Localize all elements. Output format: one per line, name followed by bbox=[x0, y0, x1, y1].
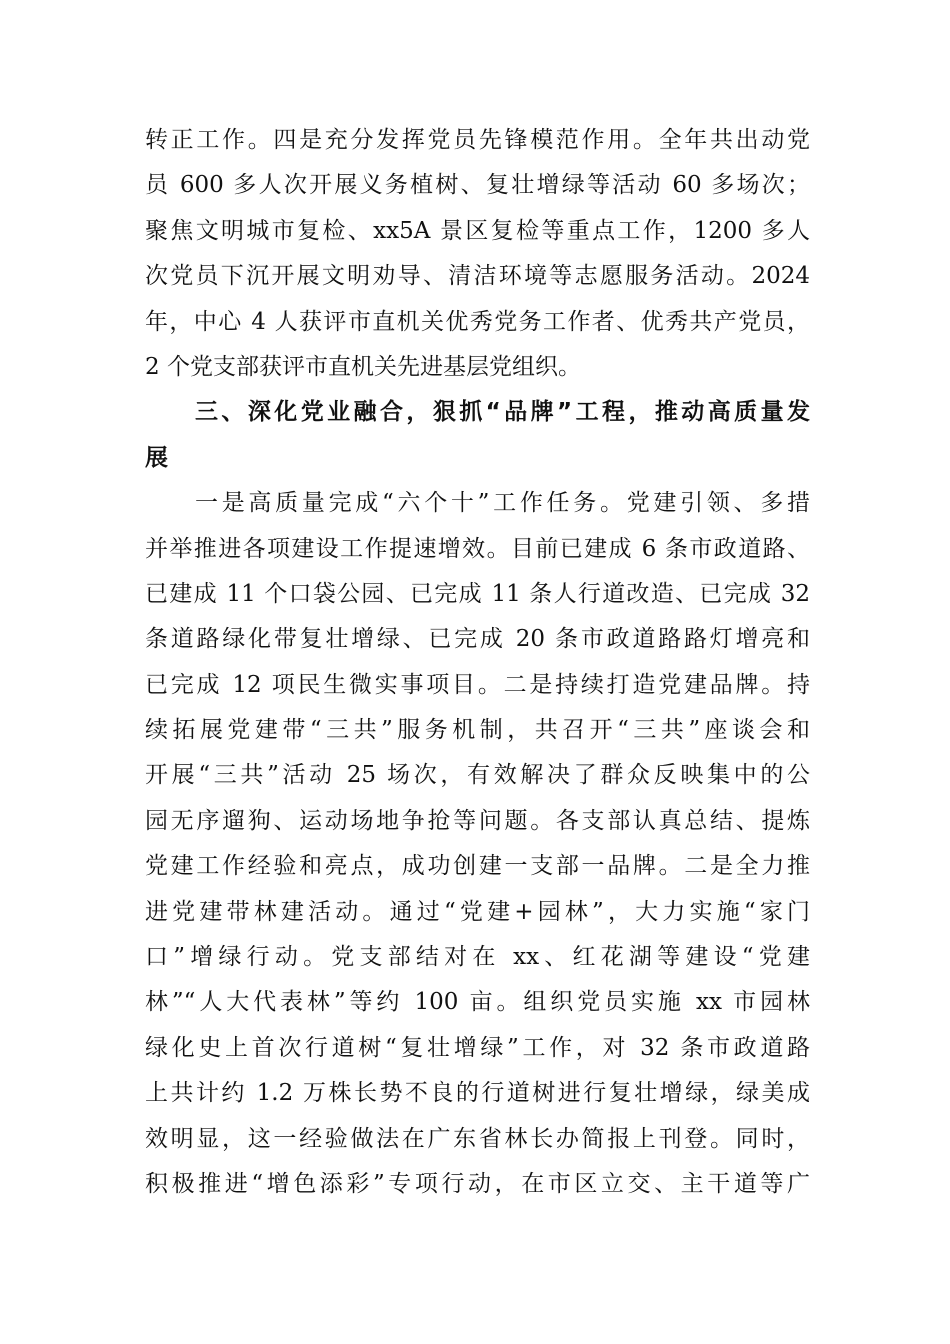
text-line: 党建工作经验和亮点，成功创建一支部一品牌。二是全力推 bbox=[145, 853, 810, 880]
text-line: 次党员下沉开展文明劝导、清洁环境等志愿服务活动。2024 bbox=[145, 263, 810, 290]
text-line: 一是高质量完成“六个十”工作任务。党建引领、多措 bbox=[195, 490, 810, 517]
text-line: 已建成 11 个口袋公园、已完成 11 条人行道改造、已完成 32 bbox=[145, 580, 810, 607]
text-line: 2 个党支部获评市直机关先进基层党组织。 bbox=[145, 353, 581, 380]
heading-line: 三、深化党业融合，狠抓“品牌”工程，推动高质量发 bbox=[195, 399, 810, 426]
text-line: 年，中心 4 人获评市直机关优秀党务工作者、优秀共产党员， bbox=[145, 308, 810, 335]
text-line: 已完成 12 项民生微实事项目。二是持续打造党建品牌。持 bbox=[145, 671, 810, 698]
text-line: 口”增绿行动。党支部结对在 xx、红花湖等建设“党建 bbox=[145, 944, 810, 971]
text-line: 进党建带林建活动。通过“党建+园林”，大力实施“家门 bbox=[145, 898, 810, 925]
text-line: 上共计约 1.2 万株长势不良的行道树进行复壮增绿，绿美成 bbox=[145, 1080, 810, 1107]
text-line: 续拓展党建带“三共”服务机制，共召开“三共”座谈会和 bbox=[145, 717, 810, 744]
section-heading bbox=[145, 390, 810, 481]
text-line: 效明显，这一经验做法在广东省林长办简报上刊登。同时， bbox=[145, 1125, 810, 1152]
text-line: 林”“人大代表林”等约 100 亩。组织党员实施 xx 市园林 bbox=[145, 989, 810, 1016]
text-line: 绿化史上首次行道树“复壮增绿”工作，对 32 条市政道路 bbox=[145, 1034, 810, 1061]
text-line: 聚焦文明城市复检、xx5A 景区复检等重点工作，1200 多人 bbox=[145, 217, 810, 244]
paragraph-party-members bbox=[145, 118, 810, 390]
text-line: 条道路绿化带复壮增绿、已完成 20 条市政道路路灯增亮和 bbox=[145, 626, 810, 653]
text-line: 员 600 多人次开展义务植树、复壮增绿等活动 60 多场次； bbox=[145, 172, 810, 199]
text-line: 积极推进“增色添彩”专项行动，在市区立交、主干道等广 bbox=[145, 1170, 810, 1197]
document-body bbox=[145, 118, 810, 1207]
paragraph-high-quality-tasks bbox=[145, 481, 810, 1207]
text-line: 并举推进各项建设工作提速增效。目前已建成 6 条市政道路、 bbox=[145, 535, 810, 562]
text-line: 园无序遛狗、运动场地争抢等问题。各支部认真总结、提炼 bbox=[145, 807, 810, 834]
heading-line: 展 bbox=[145, 444, 168, 471]
text-line: 转正工作。四是充分发挥党员先锋模范作用。全年共出动党 bbox=[145, 127, 810, 153]
text-line: 开展“三共”活动 25 场次，有效解决了群众反映集中的公 bbox=[145, 762, 810, 789]
